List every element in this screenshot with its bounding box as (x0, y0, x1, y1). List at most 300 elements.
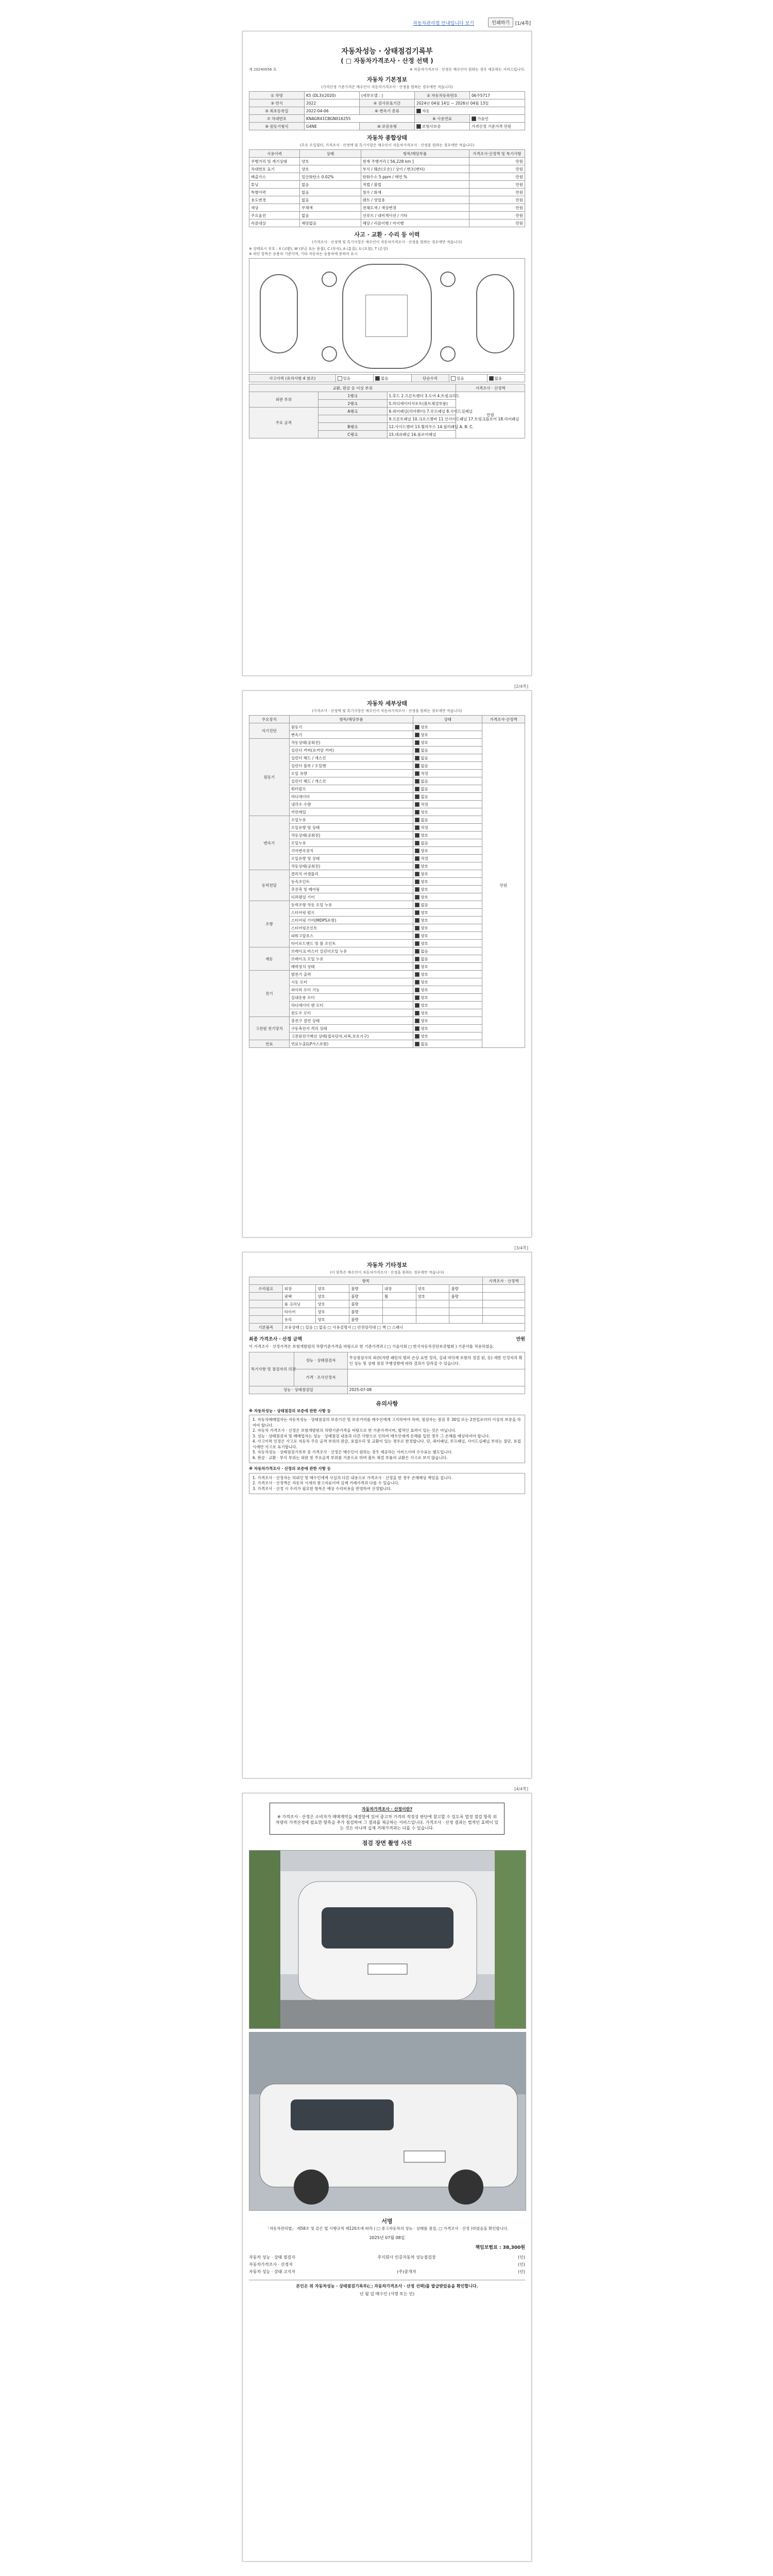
detail-item: 냉각수 수량 (289, 801, 413, 808)
signer-row (249, 2262, 525, 2267)
check-icon[interactable] (415, 725, 419, 730)
notice2-head: ※ 자동차가격조사 · 산정의 보증에 관한 사항 등 (249, 1466, 331, 1471)
signer-seal: (인) (518, 2262, 525, 2267)
detail-state (413, 847, 482, 855)
status-table (249, 149, 525, 227)
checkbox-icon[interactable] (451, 376, 456, 381)
check-icon[interactable] (415, 879, 419, 884)
etc-row (249, 1300, 525, 1308)
fuel-label: ⑧ 사용연료 (415, 115, 470, 123)
page-2-label: [2/4쪽] (514, 684, 528, 689)
check-icon[interactable] (415, 1026, 419, 1031)
etc-table (249, 1277, 525, 1331)
rank-item-6: 15.대쉬패널 16.플로어패널 (387, 431, 456, 438)
receipt-2: 년 월 일 매수인 (서명 또는 인) (359, 2291, 415, 2296)
rank-b: B랭크 (318, 423, 387, 431)
etc-cell: 양호 (316, 1300, 349, 1308)
inspection-photo-side (249, 2032, 526, 2211)
rank-item-4: 9.프론트패널 10.크로스멤버 11.인사이드패널 17.트렁크플로어 18.리어패널 (387, 415, 456, 423)
check-icon[interactable] (415, 903, 419, 907)
status-key: 특별이력 (249, 189, 300, 196)
etc-cell: 양호 (316, 1308, 349, 1316)
detail-state (413, 754, 482, 762)
check-icon[interactable] (415, 941, 419, 946)
detail-state-value: 없음 (421, 1041, 428, 1046)
detail-row (249, 723, 525, 731)
etc-price (483, 1293, 525, 1300)
etc-cell: 룸 크리닝 (282, 1300, 316, 1308)
etc-cell: 타이어 (282, 1308, 316, 1316)
detail-state (413, 924, 482, 932)
doc-number: 제 20240056 호 (249, 67, 277, 72)
price-label: 가격산정 기준가격 (472, 124, 503, 129)
detail-state-value: 없음 (421, 786, 428, 791)
notice1-head: ※ 자동차성능 · 상태점검의 보증에 관한 사항 등 (249, 1408, 331, 1413)
detail-state (413, 994, 482, 1002)
detail-state-value: 양호 (421, 918, 428, 923)
check-icon[interactable] (415, 895, 419, 900)
print-button[interactable]: 인쇄하기 (488, 18, 513, 27)
status-value: 무채색 (300, 204, 361, 212)
detail-state (413, 1002, 482, 1009)
warranty-label: ⑩ 보증유형 (360, 123, 415, 130)
detail-group: 고전원 전기장치 (249, 1017, 290, 1040)
check-icon[interactable] (415, 934, 419, 938)
status-key: 리콜대상 (249, 219, 300, 227)
notice-item: 1. 자동차매매업자는 자동차성능 · 상태점검의 보증기간 및 보증거리를 매수인에게 고지하여야 하며, 점검자는 점검 후 30일 또는 2천킬로미터 이상의 보증을 하여야 합니다. (253, 1417, 521, 1428)
check-icon[interactable] (415, 818, 419, 822)
signer-seal: (인) (518, 2255, 525, 2260)
opinion2 (347, 1369, 525, 1386)
check-icon[interactable] (415, 964, 419, 969)
page-3-label: [3/4쪽] (514, 1246, 528, 1250)
check-icon[interactable] (415, 910, 419, 915)
etc-title: 자동차 기타정보 (366, 1262, 408, 1268)
notice-item: 2. 가격조사 · 산정액은 자동차 시세의 참고자료이며 실제 거래가격과 다를 수 있습니다. (253, 1481, 399, 1485)
status-row (249, 158, 525, 165)
car-roof-panel (365, 295, 408, 337)
fee-label: 책임보험료 (475, 2245, 498, 2250)
simple-no: 없음 (494, 376, 502, 381)
rank-item-5: 12.사이드멤버 13.휠하우스 14.필러패널 A. B. C. (387, 423, 456, 431)
rank-item-2: 5.라디에이터서포트(볼트체결부품) (387, 400, 456, 408)
check-icon[interactable] (415, 787, 419, 791)
detail-state-value: 양호 (421, 987, 428, 992)
detail-state (413, 963, 482, 971)
signer-role: 자동차 성능 · 상태 점검자 (249, 2255, 295, 2260)
etc-price (483, 1316, 525, 1324)
signer-seal: (인) (518, 2269, 525, 2274)
detail-state (413, 1040, 482, 1048)
detail-item: 스티어링 기어(MDPS포함) (289, 917, 413, 924)
etc-cell: 외장 (282, 1285, 316, 1293)
detail-state-value: 양호 (421, 871, 428, 876)
box-text: ※ 가격조사 · 산정은 소비자가 매매계약을 체결함에 있어 중고차 가격의 적정성 판단에 참고할 수 있도록 법정 점검 항목 외 차량의 가격산정에 필요한 항목을 추가 점검하여 그 결과를 제공하는 서비스입니다. 가격조사 · 산정 결과는 법적인 효력이 있는 것은 아니며 실제 거래가격과는 다를 수 있습니다. (275, 1815, 499, 1831)
rank-item-3: 6.쿼터패널(리어펜더) 7.루프패널 8.사이드실패널 (387, 408, 456, 415)
check-icon[interactable] (415, 872, 419, 876)
detail-state-value: 없음 (421, 794, 428, 799)
detail-state (413, 862, 482, 870)
detail-state-value: 양호 (421, 910, 428, 915)
sign-date: 2025년 07월 08일 (369, 2235, 405, 2240)
status-header-0: 사용이력 (249, 150, 300, 158)
check-icon[interactable] (415, 887, 419, 892)
etc-price (483, 1308, 525, 1316)
photo-title: 점검 장면 촬영 사진 (362, 1840, 412, 1846)
detail-item: 디퍼렌셜 기어 (289, 893, 413, 901)
basic-items-label: 기본품목 (249, 1324, 283, 1331)
detail-state-value: 양호 (421, 887, 428, 892)
detail-state (413, 971, 482, 978)
etc-note: (이 항목은 매수인이 자동차가격조사 · 산정을 원하는 경우에만 적습니다) (330, 1270, 444, 1275)
etc-row (249, 1285, 525, 1293)
check-icon[interactable] (415, 802, 419, 807)
detail-item: 파워고압호스 (289, 932, 413, 940)
status-row (249, 165, 525, 173)
detail-item: 브레이크 오일 누유 (289, 955, 413, 963)
rank-1: 1랭크 (318, 392, 387, 400)
page-3 (242, 1246, 532, 1778)
etc-cell (449, 1308, 483, 1316)
detail-state (413, 986, 482, 994)
check-icon[interactable] (415, 833, 419, 838)
status-price: 만원 (469, 212, 525, 219)
detail-item: 오일유량 및 상태 (289, 855, 413, 862)
detail-state-value: 양호 (421, 979, 428, 985)
detail-state-value: 양호 (421, 848, 428, 853)
notice-item: 5. 자동차성능 · 상태점검기록부 중 가격조사 · 산정은 매수인이 원하는 경우 제공하는 서비스이며 수수료는 별도입니다. (253, 1450, 453, 1454)
detail-item: 윈도우 모터 (289, 1009, 413, 1017)
detail-item: 기어변속장치 (289, 847, 413, 855)
detail-group: 자기진단 (249, 723, 290, 739)
etc-cell (416, 1316, 449, 1324)
etc-cell: 양호 (316, 1316, 349, 1324)
check-icon[interactable] (415, 810, 419, 815)
signer-role: 자동차 성능 · 상태 고지자 (249, 2269, 295, 2274)
check-icon[interactable] (415, 972, 419, 977)
detail-state-value: 양호 (421, 1018, 428, 1023)
check-icon[interactable] (415, 794, 419, 799)
check-icon[interactable] (415, 957, 419, 961)
detail-state-value: 양호 (421, 732, 428, 737)
opinion2-label: 가격 · 조사산정자 (294, 1369, 347, 1386)
detail-state-value: 양호 (421, 740, 428, 745)
status-price: 만원 (469, 173, 525, 181)
year: 2022 (305, 99, 360, 107)
check-icon[interactable] (415, 756, 419, 760)
check-icon (416, 109, 421, 113)
final-title: 최종 가격조사 · 산정 금액 (249, 1337, 302, 1342)
detail-state (413, 839, 482, 847)
wheel-icon (322, 272, 337, 287)
detail-state (413, 978, 482, 986)
legend-2: ※ 하단 항목은 승용차 기준이며, 기타 자동차는 승용차에 준하여 표시 (249, 252, 358, 256)
exchange-won: 만원 (456, 392, 525, 438)
detail-group: 전기 (249, 971, 290, 1017)
check-icon[interactable] (415, 733, 419, 737)
etc-cell: 양호 (416, 1293, 449, 1300)
accident-table (249, 374, 525, 382)
detail-item: 시동 모터 (289, 978, 413, 986)
status-row (249, 189, 525, 196)
etc-cell (416, 1308, 449, 1316)
detail-state-value: 양호 (421, 894, 428, 900)
reg-no: 06주5717 (470, 92, 525, 99)
check-icon[interactable] (415, 764, 419, 768)
etc-cell: 수리필요 (249, 1285, 283, 1293)
notice-item: 4. 사고이력 인정은 사고로 자동차 주요 골격 부위의 판금, 용접수리 및 교환이 있는 경우로 한정합니다. 단, 쿼터패널, 루프패널, 사이드실패널 부위는 절단, 용접 시에만 사고로 표기합니다. (253, 1439, 521, 1449)
etc-price-header: 가격조사 · 산정액 (483, 1277, 525, 1285)
status-item: 해당 / 리콜이행 / 미이행 (361, 219, 469, 227)
status-price: 만원 (469, 189, 525, 196)
period-label: ④ 검사유효기간 (360, 99, 415, 107)
detail-item: 동력조향 작동 오일 누유 (289, 901, 413, 909)
etc-cell: 불량 (449, 1293, 483, 1300)
check-icon[interactable] (415, 856, 419, 861)
year-label: ③ 연식 (249, 99, 305, 107)
law-info-link[interactable]: 자동차관리법 안내입니다 보기 (413, 21, 474, 26)
etc-items-header: 항목 (249, 1277, 483, 1285)
check-icon[interactable] (415, 1003, 419, 1008)
rank-c: C랭크 (318, 431, 387, 438)
detail-state-value: 양호 (421, 863, 428, 869)
status-key: 주요옵션 (249, 212, 300, 219)
etc-cell: 불량 (349, 1300, 383, 1308)
status-row (249, 173, 525, 181)
detail-state (413, 785, 482, 793)
check-icon[interactable] (415, 841, 419, 845)
check-icon[interactable] (415, 779, 419, 784)
exchange-label: 교환, 판금 등 이상 부위 (249, 384, 456, 392)
check-icon[interactable] (415, 849, 419, 853)
check-icon[interactable] (489, 376, 494, 381)
detail-state (413, 947, 482, 955)
car-front-view-icon (260, 274, 298, 353)
etc-cell: 불량 (449, 1285, 483, 1293)
check-icon[interactable] (415, 771, 419, 776)
status-value: 없음 (300, 212, 361, 219)
detail-state-value: 없음 (421, 840, 428, 845)
status-price: 만원 (469, 219, 525, 227)
detail-item: 발전기 출력 (289, 971, 413, 978)
check-icon[interactable] (415, 926, 419, 930)
sign-title: 서명 (381, 2218, 393, 2225)
wheel-icon (440, 346, 456, 362)
legend: ※ 상태표시 부호 : X (교환), W (판금 또는 용접), C (부식), A (흠집), U (요철), T (손상) (249, 247, 388, 251)
check-icon[interactable] (415, 864, 419, 869)
check-icon[interactable] (415, 825, 419, 830)
rank-a2 (318, 415, 387, 423)
page-2 (242, 684, 532, 1238)
etc-cell: 불량 (349, 1308, 383, 1316)
detail-state (413, 816, 482, 824)
opinion1: 무상점검사의 외관(차량 패턴의 범퍼 손상 표면 정리, 실내 바닥재 포함의 정결 된, 등) 세한 인정자의 확인 성능 및 상태 점검 주행성향에 따라 결과가 달라질 수 있습니다. (347, 1352, 525, 1369)
check-icon[interactable] (415, 1019, 419, 1023)
etc-cell: 양호 (416, 1285, 449, 1293)
check-icon[interactable] (415, 980, 419, 985)
etc-cell: 불량 (349, 1293, 383, 1300)
check-icon[interactable] (415, 988, 419, 992)
engine-label: ⑨ 원동기형식 (249, 123, 305, 130)
etc-cell: 불량 (349, 1316, 383, 1324)
detail-state-value: 없음 (421, 755, 428, 760)
signer-name: 주식회사 인증자동차 성능점검장 (377, 2255, 436, 2260)
detail-item: 실린더 커버(로커암 커버) (289, 747, 413, 754)
accident-yes: 있음 (343, 376, 350, 381)
car-name-label: ① 차명 (249, 92, 305, 99)
detail-state-value: 없음 (421, 956, 428, 961)
receipt: 본인은 위 자동차성능 · 상태점검기록부(□ 자동차가격조사 · 산정 선택)를 발급받았음을 확인합니다. (249, 2280, 525, 2289)
detail-state-value: 없음 (421, 763, 428, 768)
rank-2: 2랭크 (318, 400, 387, 408)
etc-cell: 불량 (349, 1285, 383, 1293)
detail-state (413, 955, 482, 963)
detail-state (413, 793, 482, 801)
wheel-icon (440, 272, 456, 287)
detail-state (413, 723, 482, 731)
detail-group: 조향 (249, 901, 290, 947)
check-icon[interactable] (415, 995, 419, 1000)
status-header-2: 항목/해당부품 (361, 150, 469, 158)
detail-item: 오일누유 (289, 816, 413, 824)
inspect-date-label: 성능 · 상태점검일 (249, 1386, 348, 1394)
detail-item: 작동상태(공회전) (289, 739, 413, 747)
signers (249, 2255, 525, 2275)
detail-item: 추진축 및 베어링 (289, 886, 413, 893)
detail-item: 스티어링 펌프 (289, 909, 413, 917)
etc-cell (416, 1300, 449, 1308)
check-icon[interactable] (415, 1011, 419, 1015)
check-icon (416, 124, 421, 129)
status-key: 용도변경 (249, 196, 300, 204)
status-key: 색상 (249, 204, 300, 212)
status-value: 없음 (300, 196, 361, 204)
etc-row (249, 1316, 525, 1324)
status-item: 탄화수소 5 ppm / 매연 % (361, 173, 469, 181)
detail-state (413, 932, 482, 940)
etc-cell: 유리 (282, 1316, 316, 1324)
final-unit: 만원 (516, 1337, 525, 1342)
check-icon[interactable] (415, 1042, 419, 1046)
etc-cell (249, 1308, 283, 1316)
detail-state (413, 824, 482, 832)
accident-note: (가격조사 · 산정액 및 특기사항은 매수인이 자동차가격조사 · 산정을 원하는 경우에만 적습니다) (312, 240, 462, 244)
status-item: 선루프 / 내비게이션 / 기타 (361, 212, 469, 219)
doc-subtitle: ( □ 자동차가격조사 · 산정 선택 ) (341, 57, 433, 64)
detail-state (413, 801, 482, 808)
detail-state (413, 917, 482, 924)
sign-note: 「자동차관리법」 제58조 및 같은 법 시행규칙 제120조에 따라 ( □ 중고자동차의 성능 · 상태를 점검, □ 가격조사 · 산정 )하였음을 확인합니다. (265, 2226, 509, 2231)
detail-state-value: 양호 (421, 972, 428, 977)
opinion-label: 특기사항 및 점검자의 의견 (249, 1352, 294, 1386)
detail-note: (가격조사 · 산정액 및 특기사항은 매수인이 자동차가격조사 · 산정을 원하는 경우에만 적습니다) (312, 709, 462, 713)
detail-state-value: 없음 (421, 948, 428, 954)
accident-no: 없음 (381, 376, 389, 381)
check-icon[interactable] (375, 376, 380, 381)
detail-state (413, 777, 482, 785)
frame-label: 주요 골격 (249, 408, 318, 438)
detail-item: 원동기 (289, 723, 413, 731)
etc-cell (382, 1308, 416, 1316)
detail-item: 실린더 헤드 / 개스킷 (289, 754, 413, 762)
etc-row (249, 1293, 525, 1300)
detail-state (413, 747, 482, 754)
status-value: 양호 (300, 158, 361, 165)
status-item: 현재 주행거리 [ 56,228 km ] (361, 158, 469, 165)
car-rear-view-icon (476, 274, 514, 353)
notice-title: 유의사항 (376, 1400, 398, 1407)
exchange-table (249, 384, 525, 438)
check-icon[interactable] (415, 949, 419, 954)
detail-group: 원동기 (249, 739, 290, 816)
status-price: 만원 (469, 204, 525, 212)
notice-item: 1. 가격조사 · 산정자는 의뢰인 및 매수인에게 사실과 다른 내용으로 가격조사 · 산정을 한 경우 손해배상 책임을 집니다. (253, 1475, 453, 1480)
detail-item: 오일유량 및 상태 (289, 824, 413, 832)
check-icon[interactable] (415, 1034, 419, 1039)
detail-state (413, 739, 482, 747)
detail-state-value: 양호 (421, 879, 428, 884)
detail-state (413, 886, 482, 893)
detail-state-value: 양호 (421, 1033, 428, 1039)
check-icon[interactable] (415, 740, 419, 745)
trans-value: 자동 (422, 108, 430, 113)
status-price: 만원 (469, 158, 525, 165)
detail-item: 실린더 블록 / 오일팬 (289, 762, 413, 770)
etc-cell (249, 1293, 283, 1300)
basic-info-table (249, 91, 525, 130)
detail-item: 실린더 헤드 / 개스킷 (289, 777, 413, 785)
detail-header-1: 항목/해당부품 (289, 716, 413, 723)
detail-state (413, 832, 482, 839)
basic-info-note: (가격산정 기준가격은 매수인이 자동차가격조사 · 산정을 원하는 경우에만 적습니다) (321, 85, 453, 89)
check-icon[interactable] (415, 918, 419, 923)
etc-cell (449, 1300, 483, 1308)
detail-state-value: 양호 (421, 995, 428, 1000)
detail-item: 스티어링조인트 (289, 924, 413, 932)
detail-state-value: 양호 (421, 933, 428, 938)
detail-item: 등속조인트 (289, 878, 413, 886)
detail-state-value: 양호 (421, 925, 428, 930)
etc-cell: 내장 (382, 1285, 416, 1293)
detail-state-value: 양호 (421, 1003, 428, 1008)
detail-state-value: 양호 (421, 724, 428, 730)
top-toolbar (242, 15, 531, 28)
check-icon[interactable] (415, 748, 419, 753)
checkbox-icon[interactable] (338, 376, 342, 381)
car-diagram (249, 258, 525, 372)
status-row (249, 212, 525, 219)
status-key: 튜닝 (249, 181, 300, 189)
etc-cell (249, 1316, 283, 1324)
opinion1-label: 성능 · 상태점검자 (294, 1352, 347, 1369)
detail-item: 라디에이터 (289, 793, 413, 801)
detail-item: 변속기 (289, 731, 413, 739)
page-count: [1/4쪽] (515, 21, 531, 26)
detail-state (413, 731, 482, 739)
detail-item: 연료누출(LP가스포함) (289, 1040, 413, 1048)
wheel-icon (322, 346, 337, 362)
etc-cell (449, 1316, 483, 1324)
detail-state-value: 없음 (421, 902, 428, 907)
detail-state-value: 적정 (421, 802, 428, 807)
detail-state-value: 양호 (421, 941, 428, 946)
inspect-date: 2025-07-08 (347, 1386, 525, 1394)
detail-group: 연료 (249, 1040, 290, 1048)
detail-item: 실내송풍 모터 (289, 994, 413, 1002)
etc-price (483, 1285, 525, 1293)
detail-item: 오일 유량 (289, 770, 413, 777)
signer-row (249, 2255, 525, 2260)
